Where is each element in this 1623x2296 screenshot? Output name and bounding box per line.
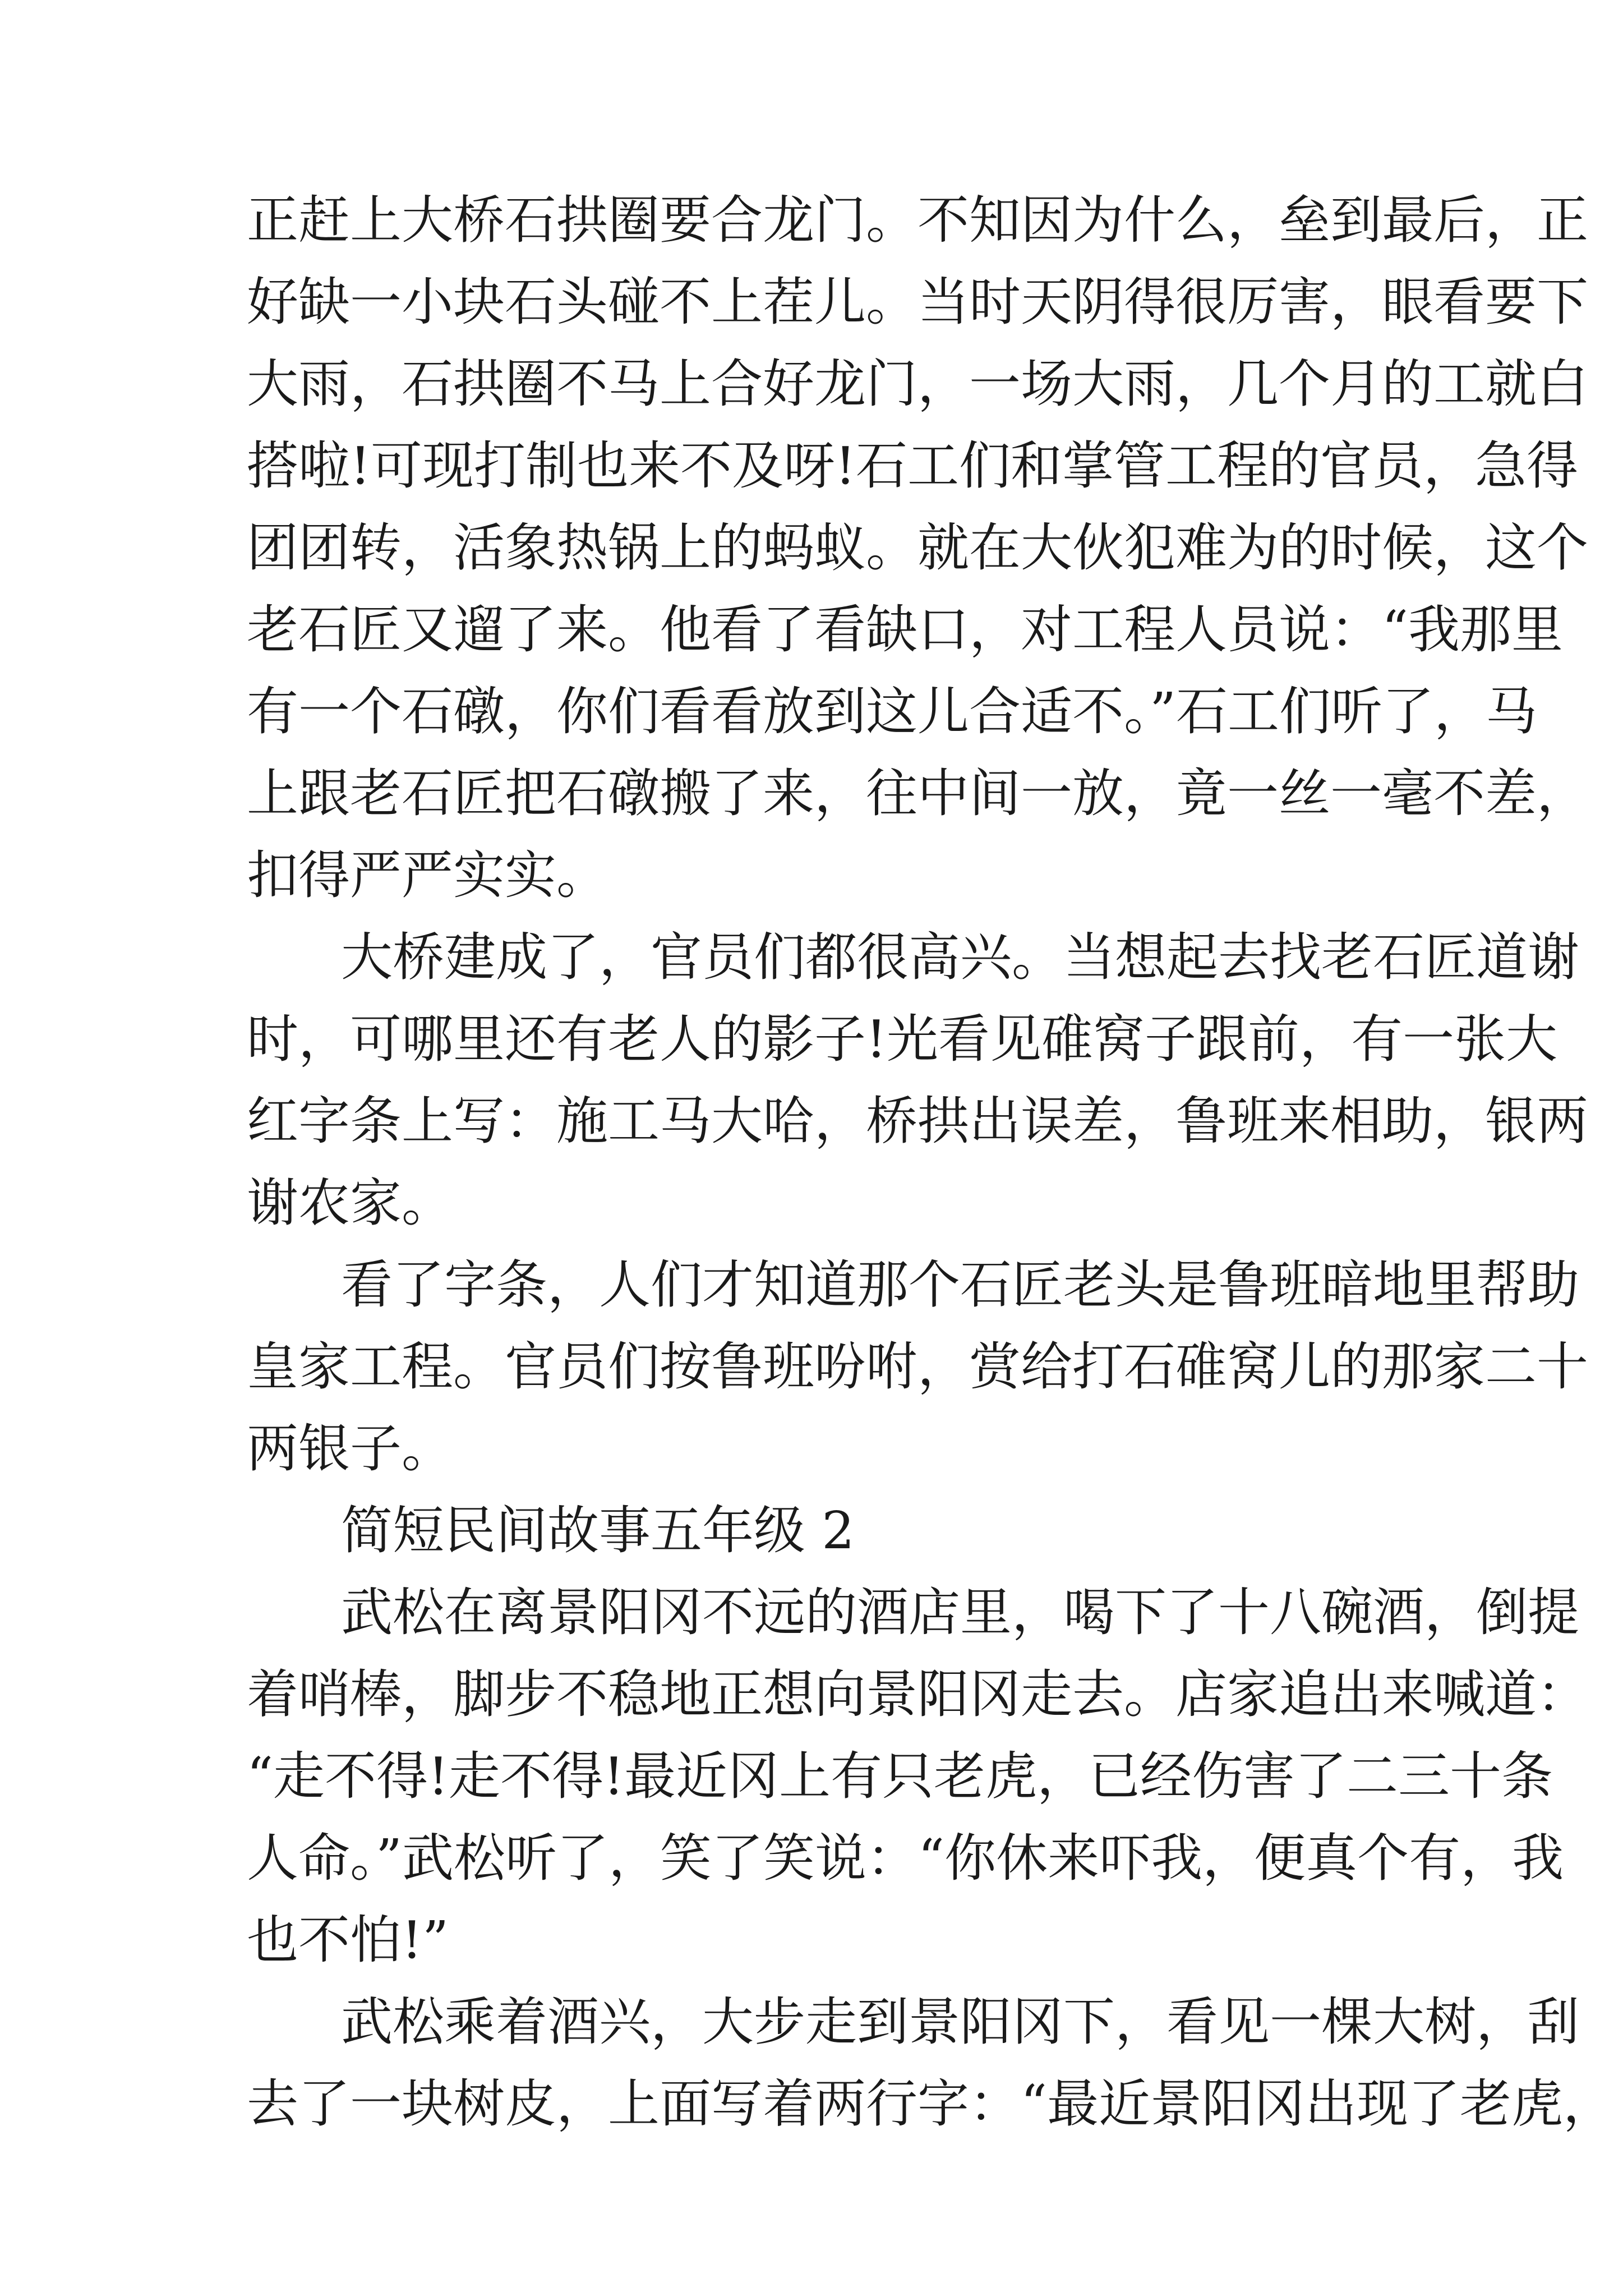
text-line: 着哨棒，脚步不稳地正想向景阳冈走去。店家追出来喊道： [247,1664,1589,1724]
text-line: 去了一块树皮，上面写着两行字：“最近景阳冈出现了老虎， [247,2074,1615,2134]
text-line: 扣得严严实实。 [247,845,608,905]
text-line: 皇家工程。官员们按鲁班吩咐，赏给打石碓窝儿的那家二十 [247,1337,1589,1397]
text-line: “走不得!走不得!最近冈上有只老虎，已经伤害了二三十条 [247,1746,1553,1806]
text-line: 大雨，石拱圈不马上合好龙门，一场大雨，几个月的工就白 [247,354,1589,414]
paragraph-wusong-tavern [247,1572,1589,1981]
text-line: 老石匠又遛了来。他看了看缺口，对工程人员说：“我那里 [247,600,1564,660]
text-line: 搭啦!可现打制也来不及呀!石工们和掌管工程的官员，急得 [247,436,1578,496]
text-line: 团团转，活象热锅上的蚂蚁。就在大伙犯难为的时候，这个 [247,518,1589,578]
text-line: 也不怕!” [247,1910,449,1970]
text-line: 武松乘着酒兴，大步走到景阳冈下，看见一棵大树，刮 [341,1992,1580,2052]
text-line: 上跟老石匠把石礅搬了来，往中间一放，竟一丝一毫不差， [247,763,1589,823]
text-line: 大桥建成了，官员们都很高兴。当想起去找老石匠道谢 [341,927,1580,987]
section-heading: 简短民间故事五年级 2 [341,1501,855,1561]
paragraph-bridge-story-end [247,180,1589,917]
text-line: 谢农家。 [247,1173,454,1233]
paragraph-wusong-tree [247,1981,1615,2145]
document-body [247,180,1615,2145]
text-line: 武松在离景阳冈不远的酒店里，喝下了十八碗酒，倒提 [341,1582,1580,1642]
text-line: 红字条上写：施工马大哈，桥拱出误差，鲁班来相助，银两 [247,1091,1589,1151]
text-line: 时，可哪里还有老人的影子!光看见碓窝子跟前，有一张大 [247,1009,1557,1069]
text-line: 正赶上大桥石拱圈要合龙门。不知因为什么，垒到最后，正 [247,190,1589,250]
text-line: 两银子。 [247,1419,454,1479]
paragraph-note-read [247,1244,1589,1490]
text-line: 有一个石礅，你们看看放到这儿合适不。”石工们听了，马 [247,682,1538,742]
paragraph-bridge-completed [247,917,1589,1244]
text-line: 人命。”武松听了，笑了笑说：“你休来吓我，便真个有，我 [247,1828,1564,1888]
text-line: 好缺一小块石头碰不上茬儿。当时天阴得很厉害，眼看要下 [247,272,1589,332]
text-line: 看了字条，人们才知道那个石匠老头是鲁班暗地里帮助 [341,1255,1580,1315]
